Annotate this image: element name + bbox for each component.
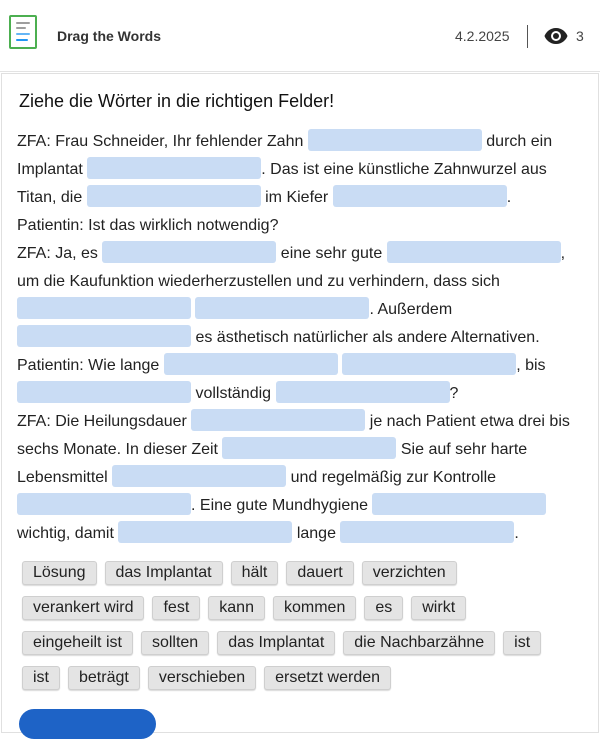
text-segment: eine sehr gute xyxy=(276,245,387,262)
draggable-word[interactable]: verankert wird xyxy=(22,596,144,620)
text-segment: lange xyxy=(292,525,341,542)
text-segment: vollständig xyxy=(191,385,276,402)
text-segment: im Kiefer xyxy=(260,189,333,206)
text-segment: und regelmäßig zur Kontrolle xyxy=(286,469,497,486)
drop-zone[interactable] xyxy=(118,521,292,543)
text-segment: Patientin: Ist das wirklich notwendig? xyxy=(17,217,279,234)
drop-zone[interactable] xyxy=(308,129,482,151)
text-segment: durch ein Implantat xyxy=(17,133,553,178)
drop-zone[interactable] xyxy=(17,493,191,515)
text-segment: . Eine gute Mundhygiene xyxy=(191,497,373,514)
drop-zone[interactable] xyxy=(387,241,561,263)
drop-zone[interactable] xyxy=(342,353,516,375)
draggable-word[interactable]: Lösung xyxy=(22,561,97,585)
eye-icon xyxy=(544,27,568,45)
text-segment: ZFA: Ja, es xyxy=(17,245,103,262)
drop-zone[interactable] xyxy=(102,241,276,263)
drop-zone[interactable] xyxy=(17,297,191,319)
draggable-word[interactable]: eingeheilt ist xyxy=(22,631,133,655)
draggable-word[interactable]: kommen xyxy=(273,596,356,620)
drop-zone[interactable] xyxy=(222,437,396,459)
draggable-word[interactable]: ist xyxy=(503,631,541,655)
text-segment: . xyxy=(514,525,519,542)
cloze-text xyxy=(17,128,587,548)
header-divider xyxy=(527,25,528,48)
text-segment: je nach Patient etwa drei bis sechs Monate. In dieser Zeit xyxy=(17,413,570,458)
text-segment: . Das ist eine künstliche Zahnwurzel aus Titan, die xyxy=(17,161,547,206)
text-segment: . xyxy=(506,189,512,206)
instruction-text: Ziehe die Wörter in die richtigen Felder! xyxy=(19,91,335,111)
text-segment: es ästhetisch natürlicher als andere Alternativen. xyxy=(191,329,540,346)
draggable-word[interactable]: wirkt xyxy=(411,596,466,620)
drop-zone[interactable] xyxy=(164,353,338,375)
drop-zone[interactable] xyxy=(276,381,450,403)
text-segment: ZFA: Frau Schneider, Ihr fehlender Zahn xyxy=(17,133,308,150)
text-segment: , bis xyxy=(516,357,546,374)
text-segment: ZFA: Die Heilungsdauer xyxy=(17,413,192,430)
draggable-word[interactable]: die Nachbarzähne xyxy=(343,631,495,655)
document-icon xyxy=(9,15,37,49)
drop-zone[interactable] xyxy=(112,465,286,487)
draggable-word[interactable]: hält xyxy=(231,561,279,585)
draggable-word[interactable]: fest xyxy=(152,596,200,620)
draggable-word[interactable]: beträgt xyxy=(68,666,140,690)
draggable-word[interactable]: verzichten xyxy=(362,561,457,585)
drop-zone[interactable] xyxy=(195,297,369,319)
drop-zone[interactable] xyxy=(333,185,507,207)
drop-zone[interactable] xyxy=(87,157,261,179)
draggable-word[interactable]: kann xyxy=(208,596,265,620)
draggable-word[interactable]: das Implantat xyxy=(217,631,335,655)
check-button[interactable] xyxy=(19,709,156,739)
view-count: 3 xyxy=(576,28,584,44)
text-segment: , um die Kaufunktion wiederherzustellen und zu verhindern, dass sich xyxy=(17,245,566,290)
drop-zone[interactable] xyxy=(191,409,365,431)
drop-zone[interactable] xyxy=(87,185,261,207)
publish-date: 4.2.2025 xyxy=(455,28,510,44)
drop-zone[interactable] xyxy=(17,325,191,347)
app-header xyxy=(0,0,600,72)
draggable-word[interactable]: sollten xyxy=(141,631,209,655)
draggable-word[interactable]: ist xyxy=(22,666,60,690)
text-segment: . Außerdem xyxy=(369,301,453,318)
draggable-word[interactable]: verschieben xyxy=(148,666,256,690)
draggable-word[interactable]: das Implantat xyxy=(105,561,223,585)
draggable-word[interactable]: es xyxy=(364,596,403,620)
text-segment: wichtig, damit xyxy=(17,525,119,542)
drop-zone[interactable] xyxy=(340,521,514,543)
text-segment: Patientin: Wie lange xyxy=(17,357,164,374)
drop-zone[interactable] xyxy=(372,493,546,515)
drop-zone[interactable] xyxy=(17,381,191,403)
app-title: Drag the Words xyxy=(57,28,161,44)
text-segment: ? xyxy=(449,385,459,402)
word-bank xyxy=(22,561,582,701)
text-segment: Sie auf sehr harte Lebensmittel xyxy=(17,441,528,486)
draggable-word[interactable]: ersetzt werden xyxy=(264,666,391,690)
draggable-word[interactable]: dauert xyxy=(286,561,353,585)
